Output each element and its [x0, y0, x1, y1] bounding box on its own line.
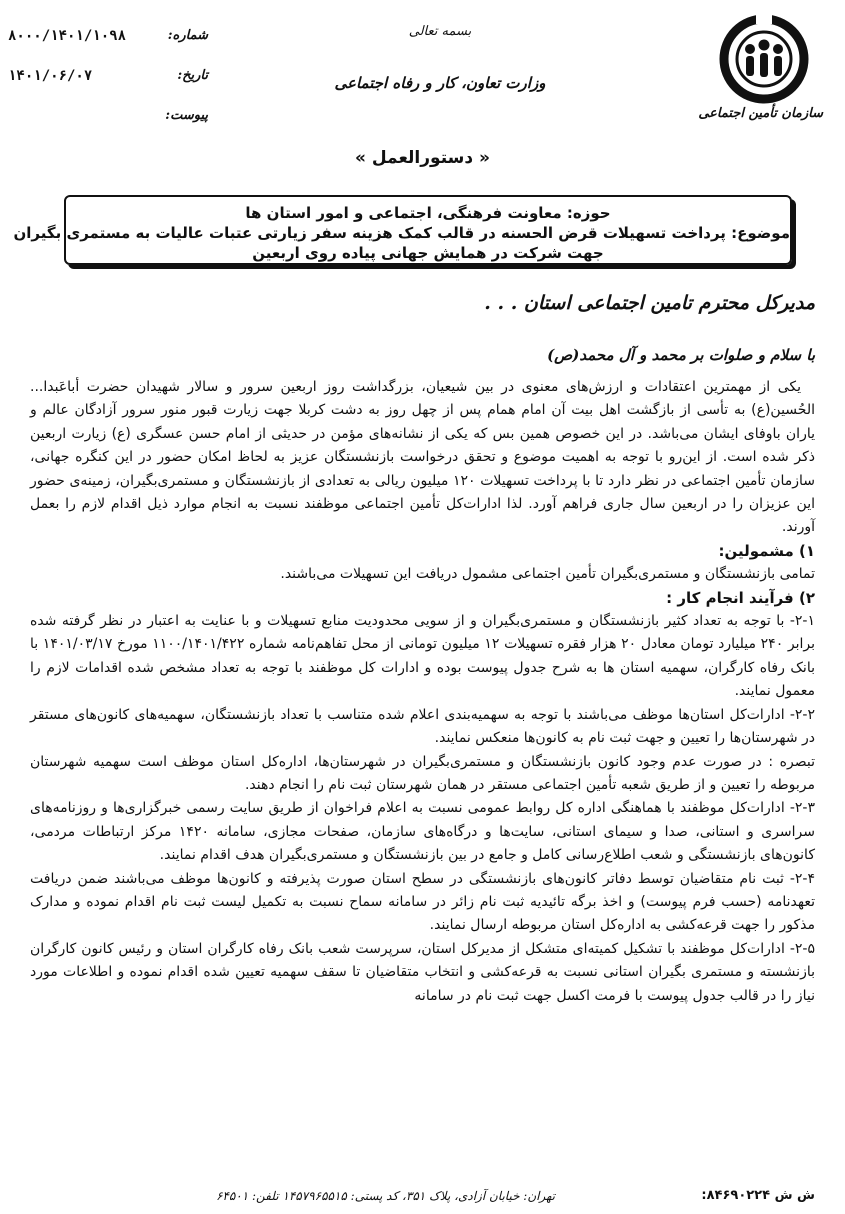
basmala: بسمه تعالی — [408, 24, 472, 39]
organization-name: سازمان تأمین اجتماعی — [698, 106, 823, 121]
item-2-3: ۲-۳- ادارات‌کل موظفند با هماهنگی اداره کل روابط عمومی نسبت به اعلام فراخوان از طریق سایت رسمی خبرگزاری‌ها و روزنامه‌های سراسری و استانی، صدا و سیمای استانی، سایت‌ها و درگاه‌های سازمان، صفحات مجازی، سامانه ۱۴۲۰ مرکز ارتباطات مردمی، کانون‌های بازنشستگی و شعب اطلاع‌رسانی کامل و جامع در بین بازنشستگان و مستمری‌بگیران هدف اقدام نمایند. — [30, 800, 816, 864]
letter-number: ۸۰۰۰/۱۴۰۱/۱۰۹۸ — [8, 28, 127, 44]
subject-title: موضوع: پرداخت تسهیلات قرض الحسنه در قالب کمک هزینه سفر زیارتی عتبات عالیات به مستمری بگیران — [13, 224, 790, 242]
attachment-field — [8, 108, 208, 130]
number-label: شماره: — [167, 28, 208, 43]
organization-logo — [698, 14, 823, 121]
intro-paragraph: یکی از مهمترین اعتقادات و ارزش‌های معنوی در بین شیعیان، بزرگداشت روز اربعین سرور و سالار شهیدان حضرت أباعَبدا... الحُسین(ع) به تأسی از بازگشت اهل بیت آن امام همام پس از چهل روز به دشت کربلا جهت زیارت قبور منور سرور آزادگان عالم و یاران باوفای ایشان می‌باشد. در این خصوص همین بس که یکی از نشانه‌های مؤمن در حدیثی از امام حسن عسگری (ع) زیارت اربعین ذکر شده است. از این‌رو با توجه به اهمیت موضوع و تحقق درخواست بازنشستگان عزیز به لحاظ امکان حضور در این کنگره جهانی، سازمان تأمین اجتماعی در نظر دارد تا با پرداخت تسهیلات ۱۲۰ میلیون ریالی به تعدادی از بازنشستگان و مستمری‌بگیران، زمینه‌ی حضور این عزیزان را در اربعین سال جاری فراهم آورد. لذا ادارات‌کل تأمین اجتماعی موظفند نسبت به انجام موارد ذیل اقدام لازم را بعمل آورند. — [30, 379, 815, 536]
item-2-1: ۲-۱- با توجه به تعداد کثیر بازنشستگان و مستمری‌بگیران و از سویی محدودیت منابع تسهیلات و با عنایت به اعتبار در نظر گرفته شده برابر ۲۴۰ میلیارد تومان معادل ۲۰ هزار فقره تسهیلات ۱۲ میلیون تومانی از محل تفاهم‌نامه شماره ۱۱۰۰/۱۴۰۱/۴۲۲ مورخ ۱۴۰۱/۰۳/۱۷ با بانک رفاه کارگران، سهمیه استان ها به شرح جدول پیوست بوده و ادارات کل موظفند با توجه به تعداد مشخص شده اقدامات لازم را معمول نمایند. — [30, 613, 815, 700]
note-paragraph: تبصره : در صورت عدم وجود کانون بازنشستگان و مستمری‌بگیران در شهرستان‌ها، اداره‌کل استان موظف است سهمیه شهرستان مربوطه را تعیین و از طریق شعبه تأمین اجتماعی مستقر در همان شهرستان ثبت نام را انجام دهند. — [30, 753, 815, 793]
footer-serial: ش ش ۸۴۶۹۰۲۲۴: — [701, 1188, 815, 1203]
social-security-emblem-icon — [716, 14, 812, 104]
date-field — [8, 68, 208, 90]
item-2-4: ۲-۴- ثبت نام متقاضیان توسط دفاتر کانون‌های بازنشستگی در سطح استان صورت پذیرفته و کانون‌ها موظف می‌باشند ضمن دریافت تعهدنامه (حسب فرم پیوست) و اخذ برگه تائیدیه ثبت نام زائر در سامانه سماح نسبت به تکمیل لیست ثبت نام اقدام نموده و مدارک مذکور را جهت قرعه‌کشی به اداره‌کل استان مربوطه ارسال نمایند. — [30, 870, 815, 934]
document-type: « دستورالعمل » — [354, 148, 490, 168]
section-1-text: تمامی بازنشستگان و مستمری‌بگیران تأمین اجتماعی مشمول دریافت این تسهیلات می‌باشند. — [280, 566, 815, 583]
number-field — [8, 28, 208, 50]
subject-continuation: جهت شرکت در همایش جهانی پیاده روی اربعین — [252, 244, 604, 262]
salutation: مدیرکل محترم تامین اجتماعی استان . . . — [484, 292, 815, 314]
greeting: با سلام و صلوات بر محمد و آل محمد(ص) — [547, 346, 815, 364]
item-2-5: ۲-۵- ادارات‌کل موظفند با تشکیل کمیته‌ای متشکل از مدیرکل استان، سرپرست شعب بانک رفاه کارگران استان و رئیس کانون کارگران بازنشسته و مستمری بگیران استانی نسبت به قرعه‌کشی و انتخاب متقاضیان تا سقف سهمیه تعیین شده اقدام نموده و اطلاعات مورد نیاز را در قالب جدول پیوست با فرمت اکسل جهت ثبت نام در سامانه — [30, 940, 815, 1004]
footer-address: تهران: خیابان آزادی، پلاک ۳۵۱، کد پستی: ۱۴۵۷۹۶۵۵۱۵ تلفن: ۶۴۵۰۱ — [215, 1189, 555, 1203]
footer — [0, 1188, 845, 1210]
date-label: تاریخ: — [177, 68, 208, 83]
letter-body — [30, 376, 815, 1008]
section-2-title: ۲) فرآیند انجام کار : — [666, 588, 815, 607]
letter-date: ۱۴۰۱/۰۶/۰۷ — [8, 68, 93, 84]
item-2-2: ۲-۲- ادارات‌کل استان‌ها موظف می‌باشند با توجه به سهمیه‌بندی اعلام شده متناسب با تعداد بازنشستگان، سهمیه‌های کانون‌های مستقر در شهرستان‌ها را تعیین و جهت ثبت نام به کانون‌ها منعکس نمایند. — [30, 706, 815, 747]
ministry-name: وزارت تعاون، کار و رفاه اجتماعی — [334, 74, 546, 92]
subject-domain: حوزه: معاونت فرهنگی، اجتماعی و امور استان ها — [245, 204, 611, 222]
subject-box — [13, 195, 792, 265]
section-1-title: ۱) مشمولین: — [718, 541, 815, 560]
attachment-label: پیوست: — [165, 108, 208, 123]
